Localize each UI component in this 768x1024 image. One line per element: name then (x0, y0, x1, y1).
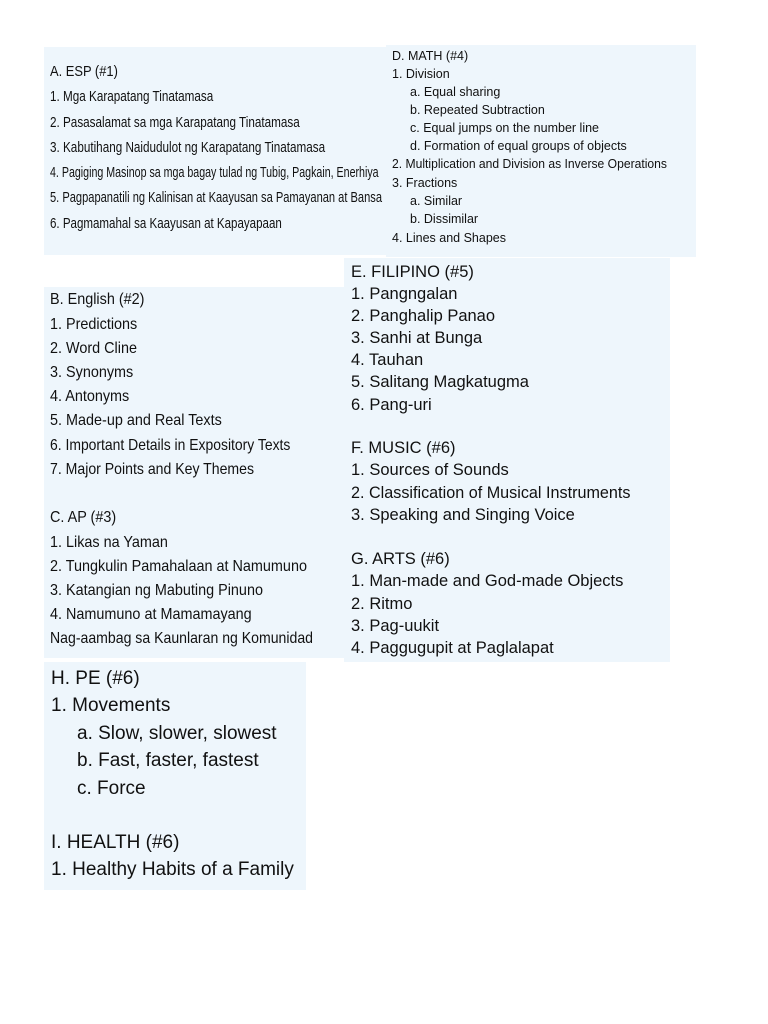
arts-item: 4. Paggugupit at Paglalapat (351, 639, 554, 657)
pe-item: a. Slow, slower, slowest (77, 723, 277, 744)
math-item: 2. Multiplication and Division as Inverse Operations (392, 157, 667, 171)
math-item: c. Equal jumps on the number line (410, 121, 599, 135)
ap-item: 4. Namumuno at Mamamayang (50, 606, 252, 623)
ap-item: Nag-aambag sa Kaunlaran ng Komunidad (50, 630, 314, 647)
english-item: 5. Made-up and Real Texts (50, 412, 222, 429)
ap-item: 2. Tungkulin Pamahalaan at Namumuno (50, 558, 307, 575)
pe-heading: H. PE (#6) (51, 668, 140, 689)
filipino-item: 3. Sanhi at Bunga (351, 329, 483, 347)
pe-item: c. Force (77, 778, 146, 799)
english-item: 6. Important Details in Expository Texts (50, 437, 291, 454)
music-heading: F. MUSIC (#6) (351, 439, 456, 457)
arts-heading: G. ARTS (#6) (351, 550, 450, 568)
health-heading: I. HEALTH (#6) (51, 832, 180, 853)
pe-item: b. Fast, faster, fastest (77, 750, 259, 771)
math-item: b. Dissimilar (410, 212, 479, 226)
math-item: 4. Lines and Shapes (392, 231, 506, 245)
esp-item: 1. Mga Karapatang Tinatamasa (50, 88, 214, 105)
ap-item: 3. Katangian ng Mabuting Pinuno (50, 582, 263, 599)
esp-heading: A. ESP (#1) (50, 63, 118, 80)
math-item: 1. Division (392, 67, 450, 81)
math-item: b. Repeated Subtraction (410, 103, 545, 117)
math-item: a. Equal sharing (410, 85, 501, 99)
esp-item: 3. Kabutihang Naidudulot ng Karapatang Tinatamasa (50, 139, 326, 156)
arts-item: 2. Ritmo (351, 595, 413, 613)
math-item: 3. Fractions (392, 176, 458, 190)
filipino-item: 1. Pangngalan (351, 285, 458, 303)
ap-item: 1. Likas na Yaman (50, 534, 168, 551)
health-item: 1. Healthy Habits of a Family (51, 859, 294, 880)
esp-item: 5. Pagpapanatili ng Kalinisan at Kaayusan sa Pamayanan at Bansa (50, 189, 383, 206)
math-heading: D. MATH (#4) (392, 49, 469, 63)
music-item: 2. Classification of Musical Instruments (351, 484, 631, 502)
math-item: d. Formation of equal groups of objects (410, 139, 627, 153)
english-item: 3. Synonyms (50, 364, 134, 381)
filipino-item: 5. Salitang Magkatugma (351, 373, 529, 391)
math-item: a. Similar (410, 194, 463, 208)
filipino-item: 2. Panghalip Panao (351, 307, 496, 325)
filipino-item: 4. Tauhan (351, 351, 424, 369)
arts-item: 1. Man-made and God-made Objects (351, 572, 624, 590)
ap-heading: C. AP (#3) (50, 509, 117, 526)
music-item: 3. Speaking and Singing Voice (351, 506, 575, 524)
english-item: 4. Antonyms (50, 388, 130, 405)
filipino-heading: E. FILIPINO (#5) (351, 263, 474, 281)
music-item: 1. Sources of Sounds (351, 461, 509, 479)
english-heading: B. English (#2) (50, 291, 145, 308)
pe-item: 1. Movements (51, 695, 171, 716)
english-item: 2. Word Cline (50, 340, 137, 357)
esp-item: 2. Pasasalamat sa mga Karapatang Tinatamasa (50, 114, 300, 131)
english-item: 1. Predictions (50, 316, 138, 333)
filipino-item: 6. Pang-uri (351, 396, 432, 414)
english-item: 7. Major Points and Key Themes (50, 461, 255, 478)
arts-item: 3. Pag-uukit (351, 617, 440, 635)
esp-item: 4. Pagiging Masinop sa mga bagay tulad ng Tubig, Pagkain, Enerhiya (50, 164, 379, 181)
esp-item: 6. Pagmamahal sa Kaayusan at Kapayapaan (50, 215, 282, 232)
